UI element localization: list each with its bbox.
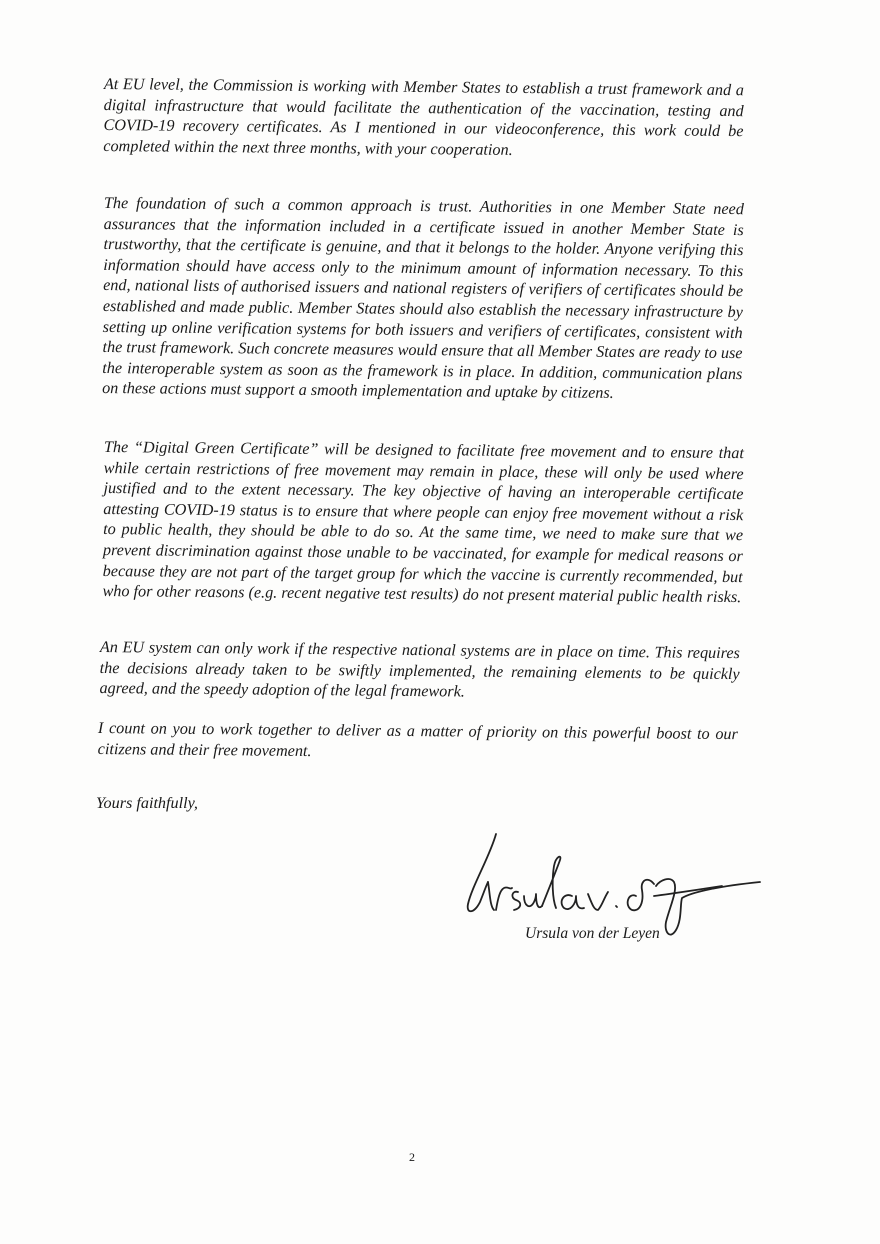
letter-paragraph-4: An EU system can only work if the respective national systems are in place on time. This requires the decisions already taken to be swiftly implemented, the remaining elements to be quickly agreed, and the speedy adoption of the legal framework. [99, 637, 740, 701]
letter-paragraph-3: The “Digital Green Certificate” will be designed to facilitate free movement and to ensure that while certain restrictions of free movement may remain in place, these will only be used where justified and to the extent necessary. The key objective of having an interoperable certificate attesting COVID-19 status is to ensure that where people can enjoy free movement without a risk to public health, they should be able to do so. At the same time, we need to make sure that we prevent discrimination against those unable to be vaccinated, for example for medical reasons or because they are not part of the target group for which the vaccine is currently recommended, but who for other reasons (e.g. recent negative test results) do not present material public health risks. [102, 437, 744, 607]
letter-closing: Yours faithfully, [96, 794, 198, 812]
letter-paragraph-5: I count on you to work together to deliver as a matter of priority on this powerful boost to our citizens and their free movement. [97, 718, 738, 760]
signatory-name: Ursula von der Leyen [525, 925, 660, 942]
letter-paragraph-2: The foundation of such a common approach is trust. Authorities in one Member State need assurances that the information included in a certificate issued in another Member State is trustworthy, that the certificate is genuine, and that it belongs to the holder. Anyone verifying this information should have access only to the minimum amount of information necessary. To this end, national lists of authorised issuers and national registers of verifiers of certificates should be established and made public. Member States should also establish the necessary infrastructure by setting up online verification systems for both issuers and verifiers of certificates, consistent with the trust framework. Such concrete measures would ensure that all Member States are ready to use the interoperable system as soon as the framework is in place. In addition, communication plans on these actions must support a smooth implementation and uptake by citizens. [102, 193, 744, 403]
letter-paragraph-1: At EU level, the Commission is working with Member States to establish a trust framework and a digital infrastructure that would facilitate the authentication of the vaccination, testing and COVID-19 recovery certificates. As I mentioned in our videoconference, this work could be completed within the next three months, with your cooperation. [103, 74, 744, 159]
page-number: 2 [409, 1150, 415, 1164]
